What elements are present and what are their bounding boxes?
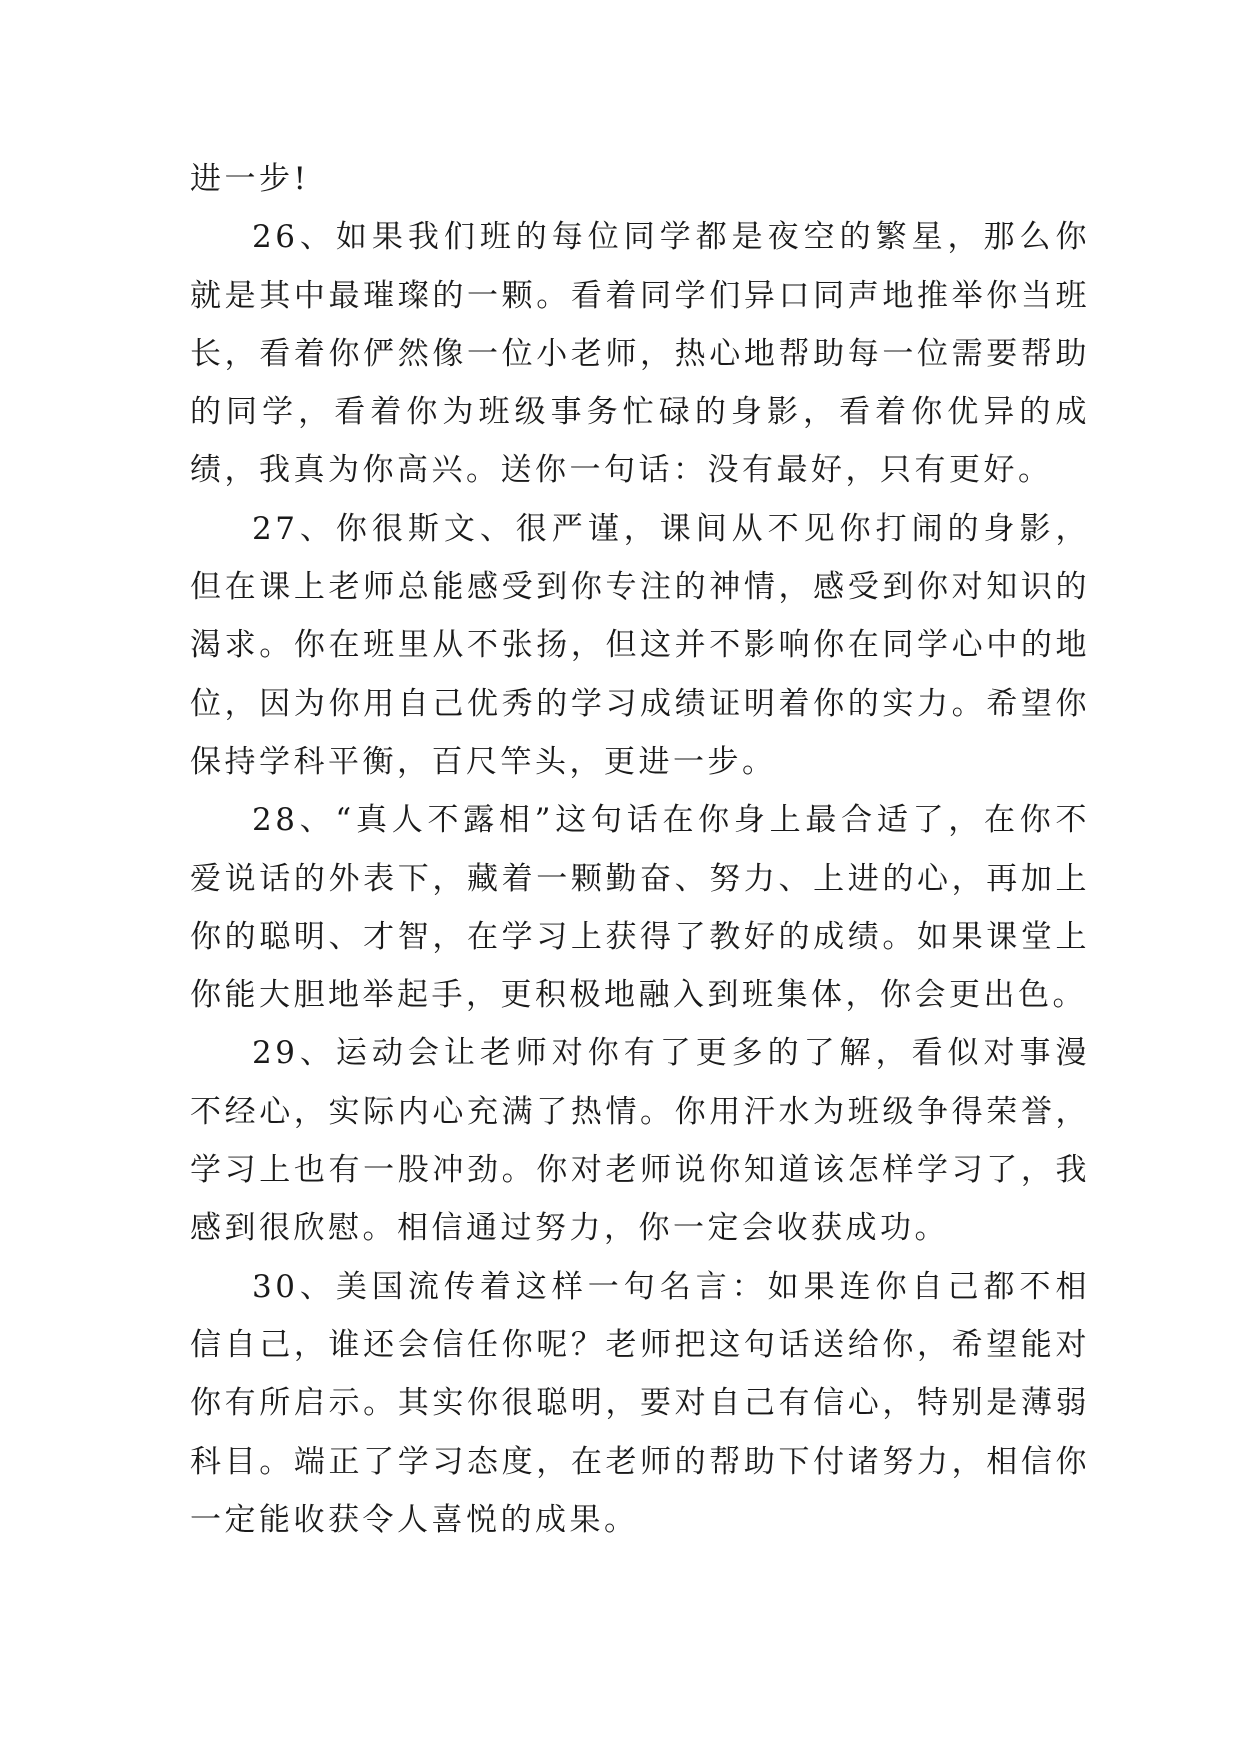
paragraph-28: 28、“真人不露相”这句话在你身上最合适了，在你不爱说话的外表下，藏着一颗勤奋、努力、上进的心，再加上你的聪明、才智，在学习上获得了教好的成绩。如果课堂上你能大胆地举起手，更积极地融入到班集体，你会更出色。 xyxy=(190,802,1090,1014)
paragraph-27: 27、你很斯文、很严谨，课间从不见你打闹的身影，但在课上老师总能感受到你专注的神情，感受到你对知识的渴求。你在班里从不张扬，但这并不影响你在同学心中的地位，因为你用自己优秀的学习成绩证明着你的实力。希望你保持学科平衡，百尺竿头，更进一步。 xyxy=(190,510,1090,780)
paragraph-30: 30、美国流传着这样一句名言：如果连你自己都不相信自己，谁还会信任你呢？老师把这句话送给你，希望能对你有所启示。其实你很聪明，要对自己有信心，特别是薄弱科目。端正了学习态度，在老师的帮助下付诸努力，相信你一定能收获令人喜悦的成果。 xyxy=(190,1268,1090,1538)
paragraph-29: 29、运动会让老师对你有了更多的了解，看似对事漫不经心，实际内心充满了热情。你用汗水为班级争得荣誉，学习上也有一股冲劲。你对老师说你知道该怎样学习了，我感到很欣慰。相信通过努力，你一定会收获成功。 xyxy=(190,1035,1090,1247)
document-body xyxy=(190,150,1090,1549)
paragraph-26: 26、如果我们班的每位同学都是夜空的繁星，那么你就是其中最璀璨的一颗。看着同学们异口同声地推举你当班长，看着你俨然像一位小老师，热心地帮助每一位需要帮助的同学，看着你为班级事务忙碌的身影，看着你优异的成绩，我真为你高兴。送你一句话：没有最好，只有更好。 xyxy=(190,219,1090,489)
paragraph-continuation: 进一步! xyxy=(190,161,310,197)
